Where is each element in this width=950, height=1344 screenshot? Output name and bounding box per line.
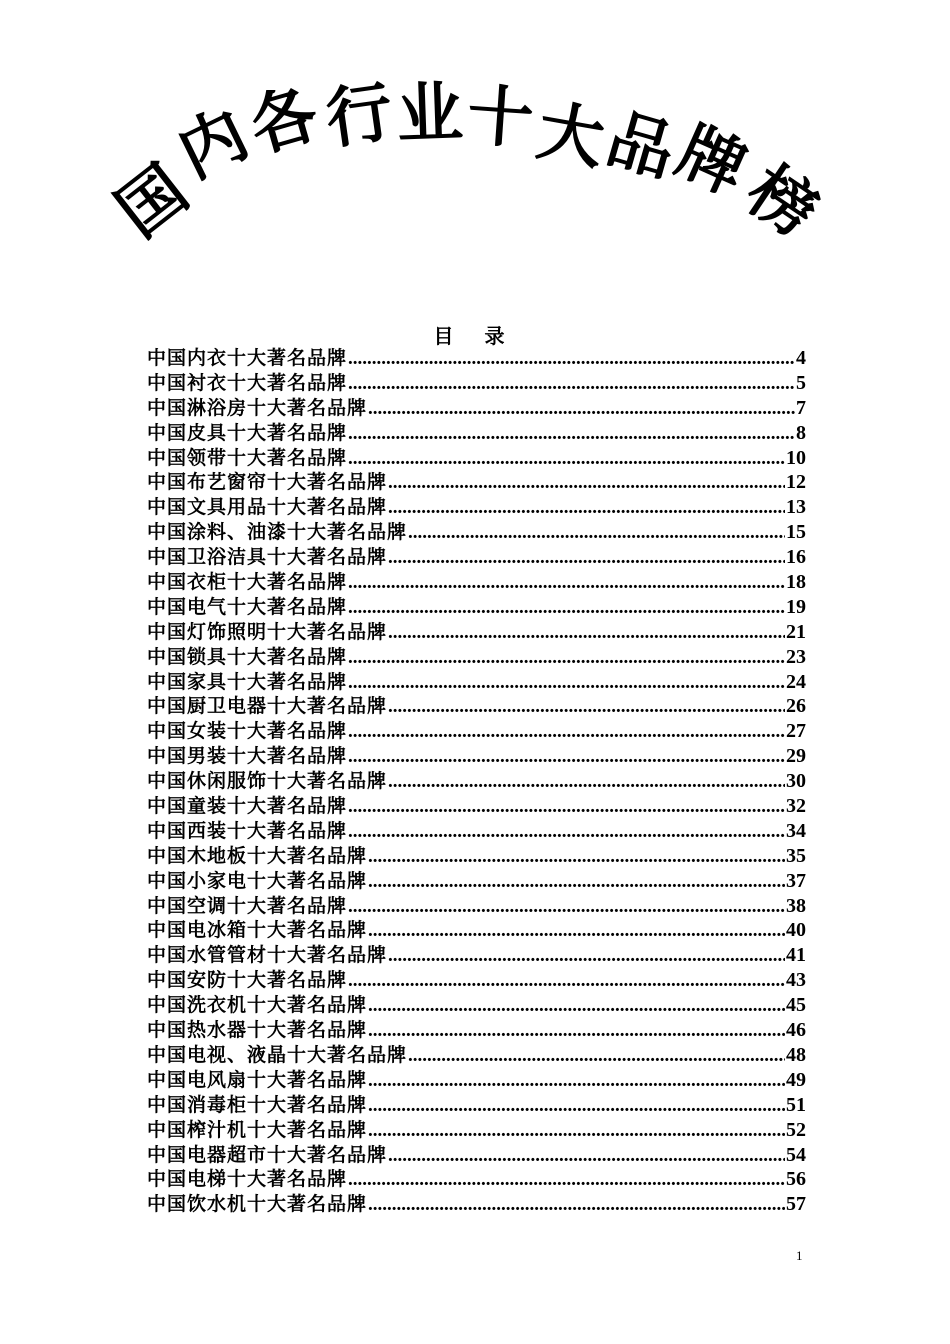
toc-dot-leader: [348, 646, 785, 671]
toc-entry[interactable]: [147, 1043, 806, 1068]
word-art-title-char: 大: [531, 91, 610, 180]
toc-entry-label: 中国洗衣机十大著名品牌: [147, 994, 368, 1017]
toc-dot-leader: [348, 347, 795, 372]
toc-entry-page: 12: [786, 471, 806, 494]
toc-dot-leader: [348, 372, 795, 397]
toc-entry-label: 中国布艺窗帘十大著名品牌: [147, 471, 388, 494]
toc-entry-page: 13: [786, 496, 806, 519]
toc-entry-page: 26: [786, 695, 806, 718]
toc-entry[interactable]: [147, 1143, 806, 1168]
toc-entry-page: 43: [786, 969, 806, 992]
toc-entry[interactable]: [147, 1192, 806, 1217]
toc-entry[interactable]: [147, 968, 806, 993]
toc-dot-leader: [348, 571, 785, 596]
toc-entry-label: 中国消毒柜十大著名品牌: [147, 1093, 368, 1116]
toc-entry[interactable]: [147, 844, 806, 869]
toc-entry[interactable]: [147, 520, 806, 545]
toc-entry-page: 30: [786, 770, 806, 793]
toc-entry-label: 中国饮水机十大著名品牌: [147, 1193, 368, 1216]
toc-entry-label: 中国电冰箱十大著名品牌: [147, 919, 368, 942]
toc-dot-leader: [368, 845, 785, 870]
toc-dot-leader: [348, 745, 785, 770]
toc-dot-leader: [348, 720, 785, 745]
toc-entry[interactable]: [147, 421, 806, 446]
toc-entry-page: 8: [796, 421, 806, 444]
toc-dot-leader: [388, 621, 785, 646]
toc-entry-label: 中国涂料、油漆十大著名品牌: [147, 521, 408, 544]
toc-dot-leader: [348, 895, 785, 920]
toc-dot-leader: [368, 1094, 785, 1119]
toc-entry[interactable]: [147, 719, 806, 744]
toc-entry-page: 35: [786, 844, 806, 867]
toc-entry[interactable]: [147, 1118, 806, 1143]
toc-entry[interactable]: [147, 371, 806, 396]
toc-entry-page: 48: [786, 1043, 806, 1066]
word-art-title-char: 各: [241, 74, 327, 167]
toc-entry-label: 中国衣柜十大著名品牌: [147, 571, 348, 594]
toc-entry[interactable]: [147, 894, 806, 919]
toc-dot-leader: [368, 1069, 785, 1094]
word-art-title-char: 榜: [733, 150, 832, 252]
toc-entry-page: 24: [786, 670, 806, 693]
toc-dot-leader: [348, 820, 785, 845]
toc-entry-page: 38: [786, 894, 806, 917]
toc-dot-leader: [368, 1119, 785, 1144]
toc-entry[interactable]: [147, 1167, 806, 1192]
toc-entry-label: 中国电梯十大著名品牌: [147, 1168, 348, 1191]
toc-entry-page: 54: [786, 1143, 806, 1166]
word-art-title-char: 业: [395, 73, 465, 154]
toc-dot-leader: [368, 397, 795, 422]
toc-entry-page: 10: [786, 446, 806, 469]
toc-heading: 目 录: [433, 324, 517, 348]
toc-dot-leader: [348, 795, 785, 820]
toc-entry-label: 中国水管管材十大著名品牌: [147, 944, 388, 967]
toc-entry-page: 57: [786, 1193, 806, 1216]
toc-entry-page: 49: [786, 1068, 806, 1091]
toc-entry-page: 15: [786, 521, 806, 544]
toc-entry-label: 中国热水器十大著名品牌: [147, 1019, 368, 1042]
toc-entry-label: 中国空调十大著名品牌: [147, 894, 348, 917]
toc-entry-page: 45: [786, 994, 806, 1017]
toc-entry-page: 7: [796, 396, 806, 419]
toc-entry-label: 中国休闲服饰十大著名品牌: [147, 770, 388, 793]
toc-entry[interactable]: [147, 470, 806, 495]
table-of-contents: [147, 346, 806, 1217]
word-art-title-char: 品: [598, 99, 684, 192]
toc-entry[interactable]: [147, 570, 806, 595]
toc-entry-label: 中国灯饰照明十大著名品牌: [147, 620, 388, 643]
toc-dot-leader: [368, 919, 785, 944]
toc-entry[interactable]: [147, 769, 806, 794]
toc-entry-label: 中国厨卫电器十大著名品牌: [147, 695, 388, 718]
toc-entry-label: 中国电视、液晶十大著名品牌: [147, 1043, 408, 1066]
toc-entry[interactable]: [147, 346, 806, 371]
toc-entry[interactable]: [147, 694, 806, 719]
word-art-title-chars: [103, 73, 832, 252]
toc-dot-leader: [388, 1144, 785, 1169]
toc-entry-label: 中国领带十大著名品牌: [147, 446, 348, 469]
toc-dot-leader: [388, 770, 785, 795]
toc-entry-label: 中国童装十大著名品牌: [147, 795, 348, 818]
toc-entry-label: 中国西装十大著名品牌: [147, 819, 348, 842]
toc-entry[interactable]: [147, 595, 806, 620]
toc-dot-leader: [408, 1044, 785, 1069]
word-art-title-char: 牌: [665, 112, 758, 210]
toc-entry-page: 34: [786, 819, 806, 842]
toc-dot-leader: [368, 1193, 785, 1218]
toc-entry-page: 4: [796, 347, 806, 369]
toc-entry[interactable]: [147, 819, 806, 844]
toc-entry-page: 46: [786, 1019, 806, 1042]
toc-entry[interactable]: [147, 1093, 806, 1118]
toc-entry-page: 16: [786, 546, 806, 569]
toc-entry-page: 52: [786, 1118, 806, 1141]
toc-dot-leader: [368, 994, 785, 1019]
toc-entry-page: 40: [786, 919, 806, 942]
toc-dot-leader: [388, 496, 785, 521]
toc-dot-leader: [368, 870, 785, 895]
toc-dot-leader: [348, 447, 785, 472]
toc-entry[interactable]: [147, 993, 806, 1018]
toc-dot-leader: [348, 596, 785, 621]
word-art-title-char: 国: [102, 150, 202, 253]
toc-entry-page: 5: [796, 371, 806, 394]
page-number: 1: [796, 1248, 803, 1263]
toc-entry-label: 中国衬衣十大著名品牌: [147, 371, 348, 394]
toc-entry-label: 中国小家电十大著名品牌: [147, 869, 368, 892]
toc-entry-page: 56: [786, 1168, 806, 1191]
toc-entry-label: 中国女装十大著名品牌: [147, 720, 348, 743]
toc-dot-leader: [348, 969, 785, 994]
toc-dot-leader: [388, 695, 785, 720]
toc-entry-label: 中国木地板十大著名品牌: [147, 844, 368, 867]
toc-entry-label: 中国电风扇十大著名品牌: [147, 1068, 368, 1091]
toc-entry-label: 中国皮具十大著名品牌: [147, 421, 348, 444]
toc-entry-label: 中国安防十大著名品牌: [147, 969, 348, 992]
toc-entry[interactable]: [147, 1018, 806, 1043]
toc-dot-leader: [368, 1019, 785, 1044]
toc-dot-leader: [388, 944, 785, 969]
toc-entry-label: 中国内衣十大著名品牌: [147, 347, 348, 369]
toc-entry-page: 18: [786, 571, 806, 594]
word-art-title: [0, 0, 950, 320]
toc-dot-leader: [408, 521, 785, 546]
toc-entry[interactable]: [147, 495, 806, 520]
toc-entry-page: 29: [786, 745, 806, 768]
toc-dot-leader: [388, 546, 785, 571]
toc-entry[interactable]: [147, 620, 806, 645]
toc-entry-page: 51: [786, 1093, 806, 1116]
toc-entry-page: 32: [786, 795, 806, 818]
toc-entry[interactable]: [147, 446, 806, 471]
word-art-title-char: 内: [166, 94, 260, 194]
toc-dot-leader: [348, 422, 795, 447]
toc-entry-label: 中国卫浴洁具十大著名品牌: [147, 546, 388, 569]
toc-entry-label: 中国男装十大著名品牌: [147, 745, 348, 768]
toc-entry-page: 21: [786, 620, 806, 643]
toc-entry[interactable]: [147, 1068, 806, 1093]
toc-entry[interactable]: [147, 545, 806, 570]
toc-entry-label: 中国淋浴房十大著名品牌: [147, 396, 368, 419]
toc-entry-label: 中国榨汁机十大著名品牌: [147, 1118, 368, 1141]
word-art-title-char: 十: [464, 76, 536, 159]
toc-entry-page: 23: [786, 645, 806, 668]
toc-entry-label: 中国文具用品十大著名品牌: [147, 496, 388, 519]
toc-entry[interactable]: [147, 645, 806, 670]
toc-entry[interactable]: [147, 869, 806, 894]
toc-entry-page: 19: [786, 595, 806, 618]
toc-entry-page: 37: [786, 869, 806, 892]
toc-entry[interactable]: [147, 396, 806, 421]
toc-entry[interactable]: [147, 918, 806, 943]
toc-entry-page: 41: [786, 944, 806, 967]
toc-dot-leader: [348, 671, 785, 696]
toc-entry-label: 中国电气十大著名品牌: [147, 595, 348, 618]
toc-entry[interactable]: [147, 670, 806, 695]
word-art-title-char: 行: [321, 72, 398, 159]
toc-dot-leader: [348, 1168, 785, 1193]
toc-entry-page: 27: [786, 720, 806, 743]
toc-dot-leader: [388, 471, 785, 496]
toc-entry-label: 中国锁具十大著名品牌: [147, 645, 348, 668]
toc-entry[interactable]: [147, 794, 806, 819]
toc-entry-label: 中国家具十大著名品牌: [147, 670, 348, 693]
toc-entry-label: 中国电器超市十大著名品牌: [147, 1143, 388, 1166]
toc-entry[interactable]: [147, 943, 806, 968]
toc-entry[interactable]: [147, 744, 806, 769]
